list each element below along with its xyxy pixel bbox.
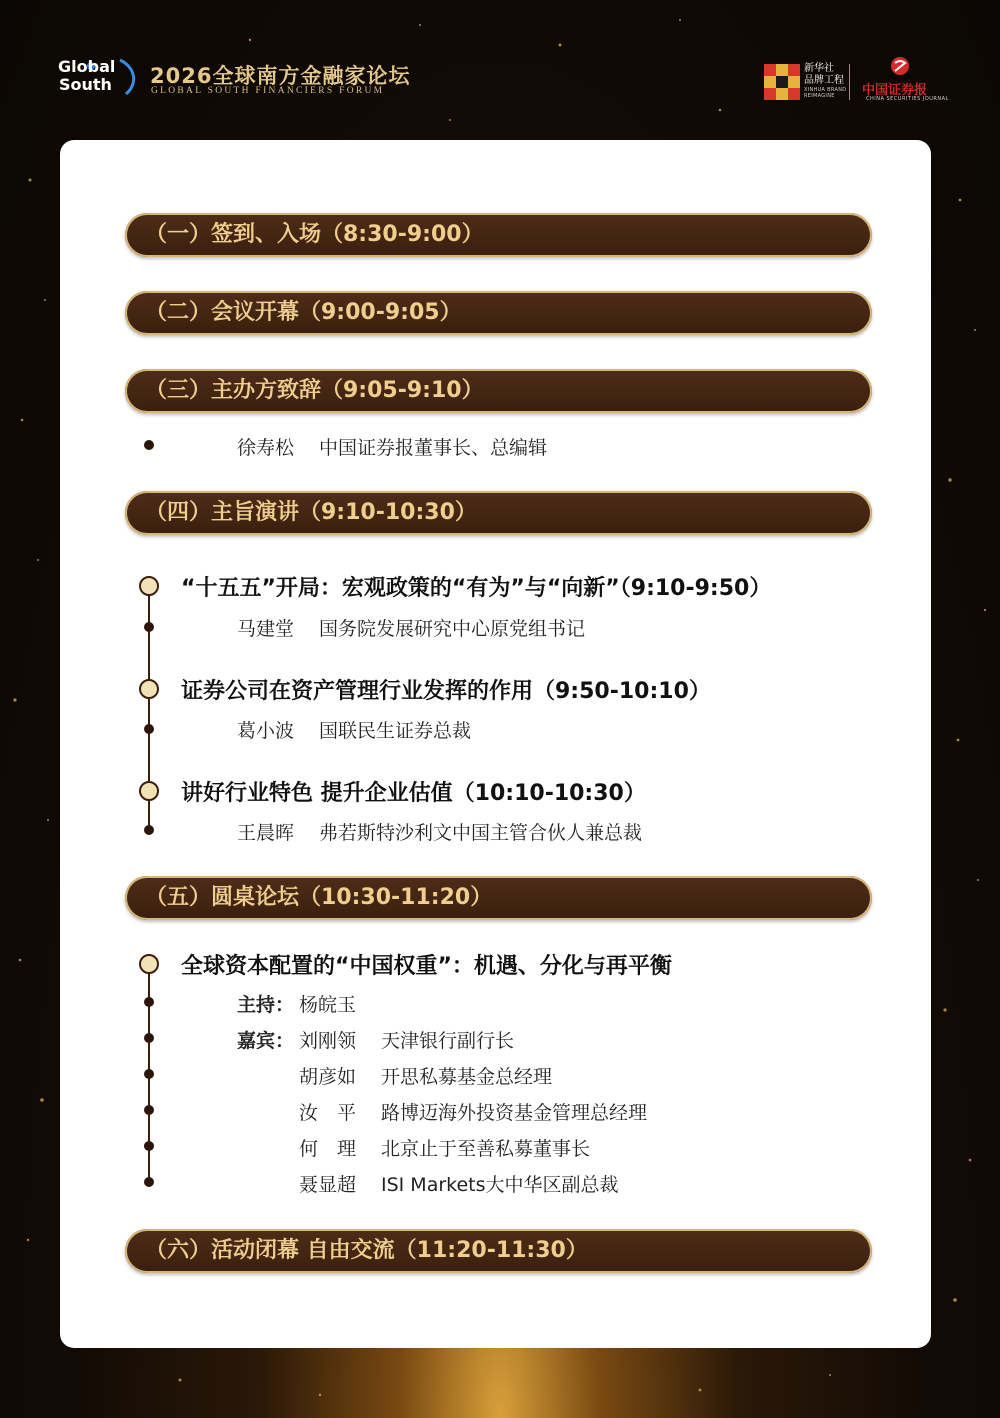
page-header <box>0 0 1000 140</box>
keynote-marker-circle <box>139 576 159 596</box>
guest-role: 路博迈海外投资基金管理总经理 <box>381 1102 648 1124</box>
logo-divider <box>849 64 850 100</box>
section-bar-6: （六）活动闭幕 自由交流（11:20-11:30） <box>125 1229 872 1273</box>
section-bar-2: （二）会议开幕（9:00-9:05） <box>125 291 872 335</box>
keynote-title: 讲好行业特色 提升企业估值（10:10-10:30） <box>181 781 646 806</box>
keynote-marker-circle <box>139 781 159 801</box>
keynote-marker-circle <box>139 679 159 699</box>
global-south-logo: Global South <box>58 57 116 94</box>
section-bar-5: （五）圆桌论坛（10:30-11:20） <box>125 876 872 920</box>
guests-label: 嘉宾： <box>237 1030 295 1052</box>
bullet-dot <box>144 1141 154 1151</box>
forum-subtitle: GLOBAL SOUTH FINANCIERS FORUM <box>151 86 385 96</box>
guest-name: 胡彦如 <box>299 1066 357 1088</box>
bullet-dot <box>144 724 154 734</box>
guest-role: ISI Markets大中华区副总裁 <box>381 1174 619 1196</box>
roundtable-marker-circle <box>139 954 159 974</box>
bullet-dot <box>144 622 154 632</box>
bullet-dot <box>144 1105 154 1115</box>
host-speaker: 徐寿松 中国证券报董事长、总编辑 <box>237 437 548 459</box>
section-bar-1: （一）签到、入场（8:30-9:00） <box>125 213 872 257</box>
moderator-name: 杨皖玉 <box>299 994 357 1016</box>
guest-name: 何 理 <box>299 1138 357 1160</box>
bullet-dot <box>144 1033 154 1043</box>
guest-role: 开思私募基金总经理 <box>381 1066 553 1088</box>
bullet-dot <box>144 440 154 450</box>
keynote-title: 证券公司在资产管理行业发挥的作用（9:50-10:10） <box>181 679 711 704</box>
bullet-dot <box>144 1177 154 1187</box>
china-securities-journal-name: 中国证券报 <box>862 83 928 98</box>
bullet-dot <box>144 997 154 1007</box>
xinhua-brand-text: 新华社 品牌工程 XINHUA BRAND REIMAGINE <box>804 63 847 99</box>
guest-name: 聂显超 <box>299 1174 357 1196</box>
section-bar-4: （四）主旨演讲（9:10-10:30） <box>125 491 872 535</box>
forum-title: 2026全球南方金融家论坛 <box>150 64 411 88</box>
keynote-speaker: 马建堂 国务院发展研究中心原党组书记 <box>237 618 586 640</box>
guest-name: 汝 平 <box>299 1102 357 1124</box>
roundtable-title: 全球资本配置的“中国权重”：机遇、分化与再平衡 <box>181 954 672 979</box>
xinhua-brand-logo-icon <box>764 64 800 100</box>
guest-name: 刘刚领 <box>299 1030 357 1052</box>
keynote-speaker: 王晨晖 弗若斯特沙利文中国主管合伙人兼总裁 <box>237 822 643 844</box>
bullet-dot <box>144 825 154 835</box>
keynote-title: “十五五”开局：宏观政策的“有为”与“向新”（9:10-9:50） <box>181 576 772 601</box>
china-securities-journal-en: CHINA SECURITIES JOURNAL <box>866 96 949 102</box>
guest-role: 北京止于至善私募董事长 <box>381 1138 591 1160</box>
moderator-label: 主持： <box>237 994 295 1016</box>
guest-role: 天津银行副行长 <box>381 1030 515 1052</box>
keynote-speaker: 葛小波 国联民生证券总裁 <box>237 720 472 742</box>
section-bar-3: （三）主办方致辞（9:05-9:10） <box>125 369 872 413</box>
bullet-dot <box>144 1069 154 1079</box>
